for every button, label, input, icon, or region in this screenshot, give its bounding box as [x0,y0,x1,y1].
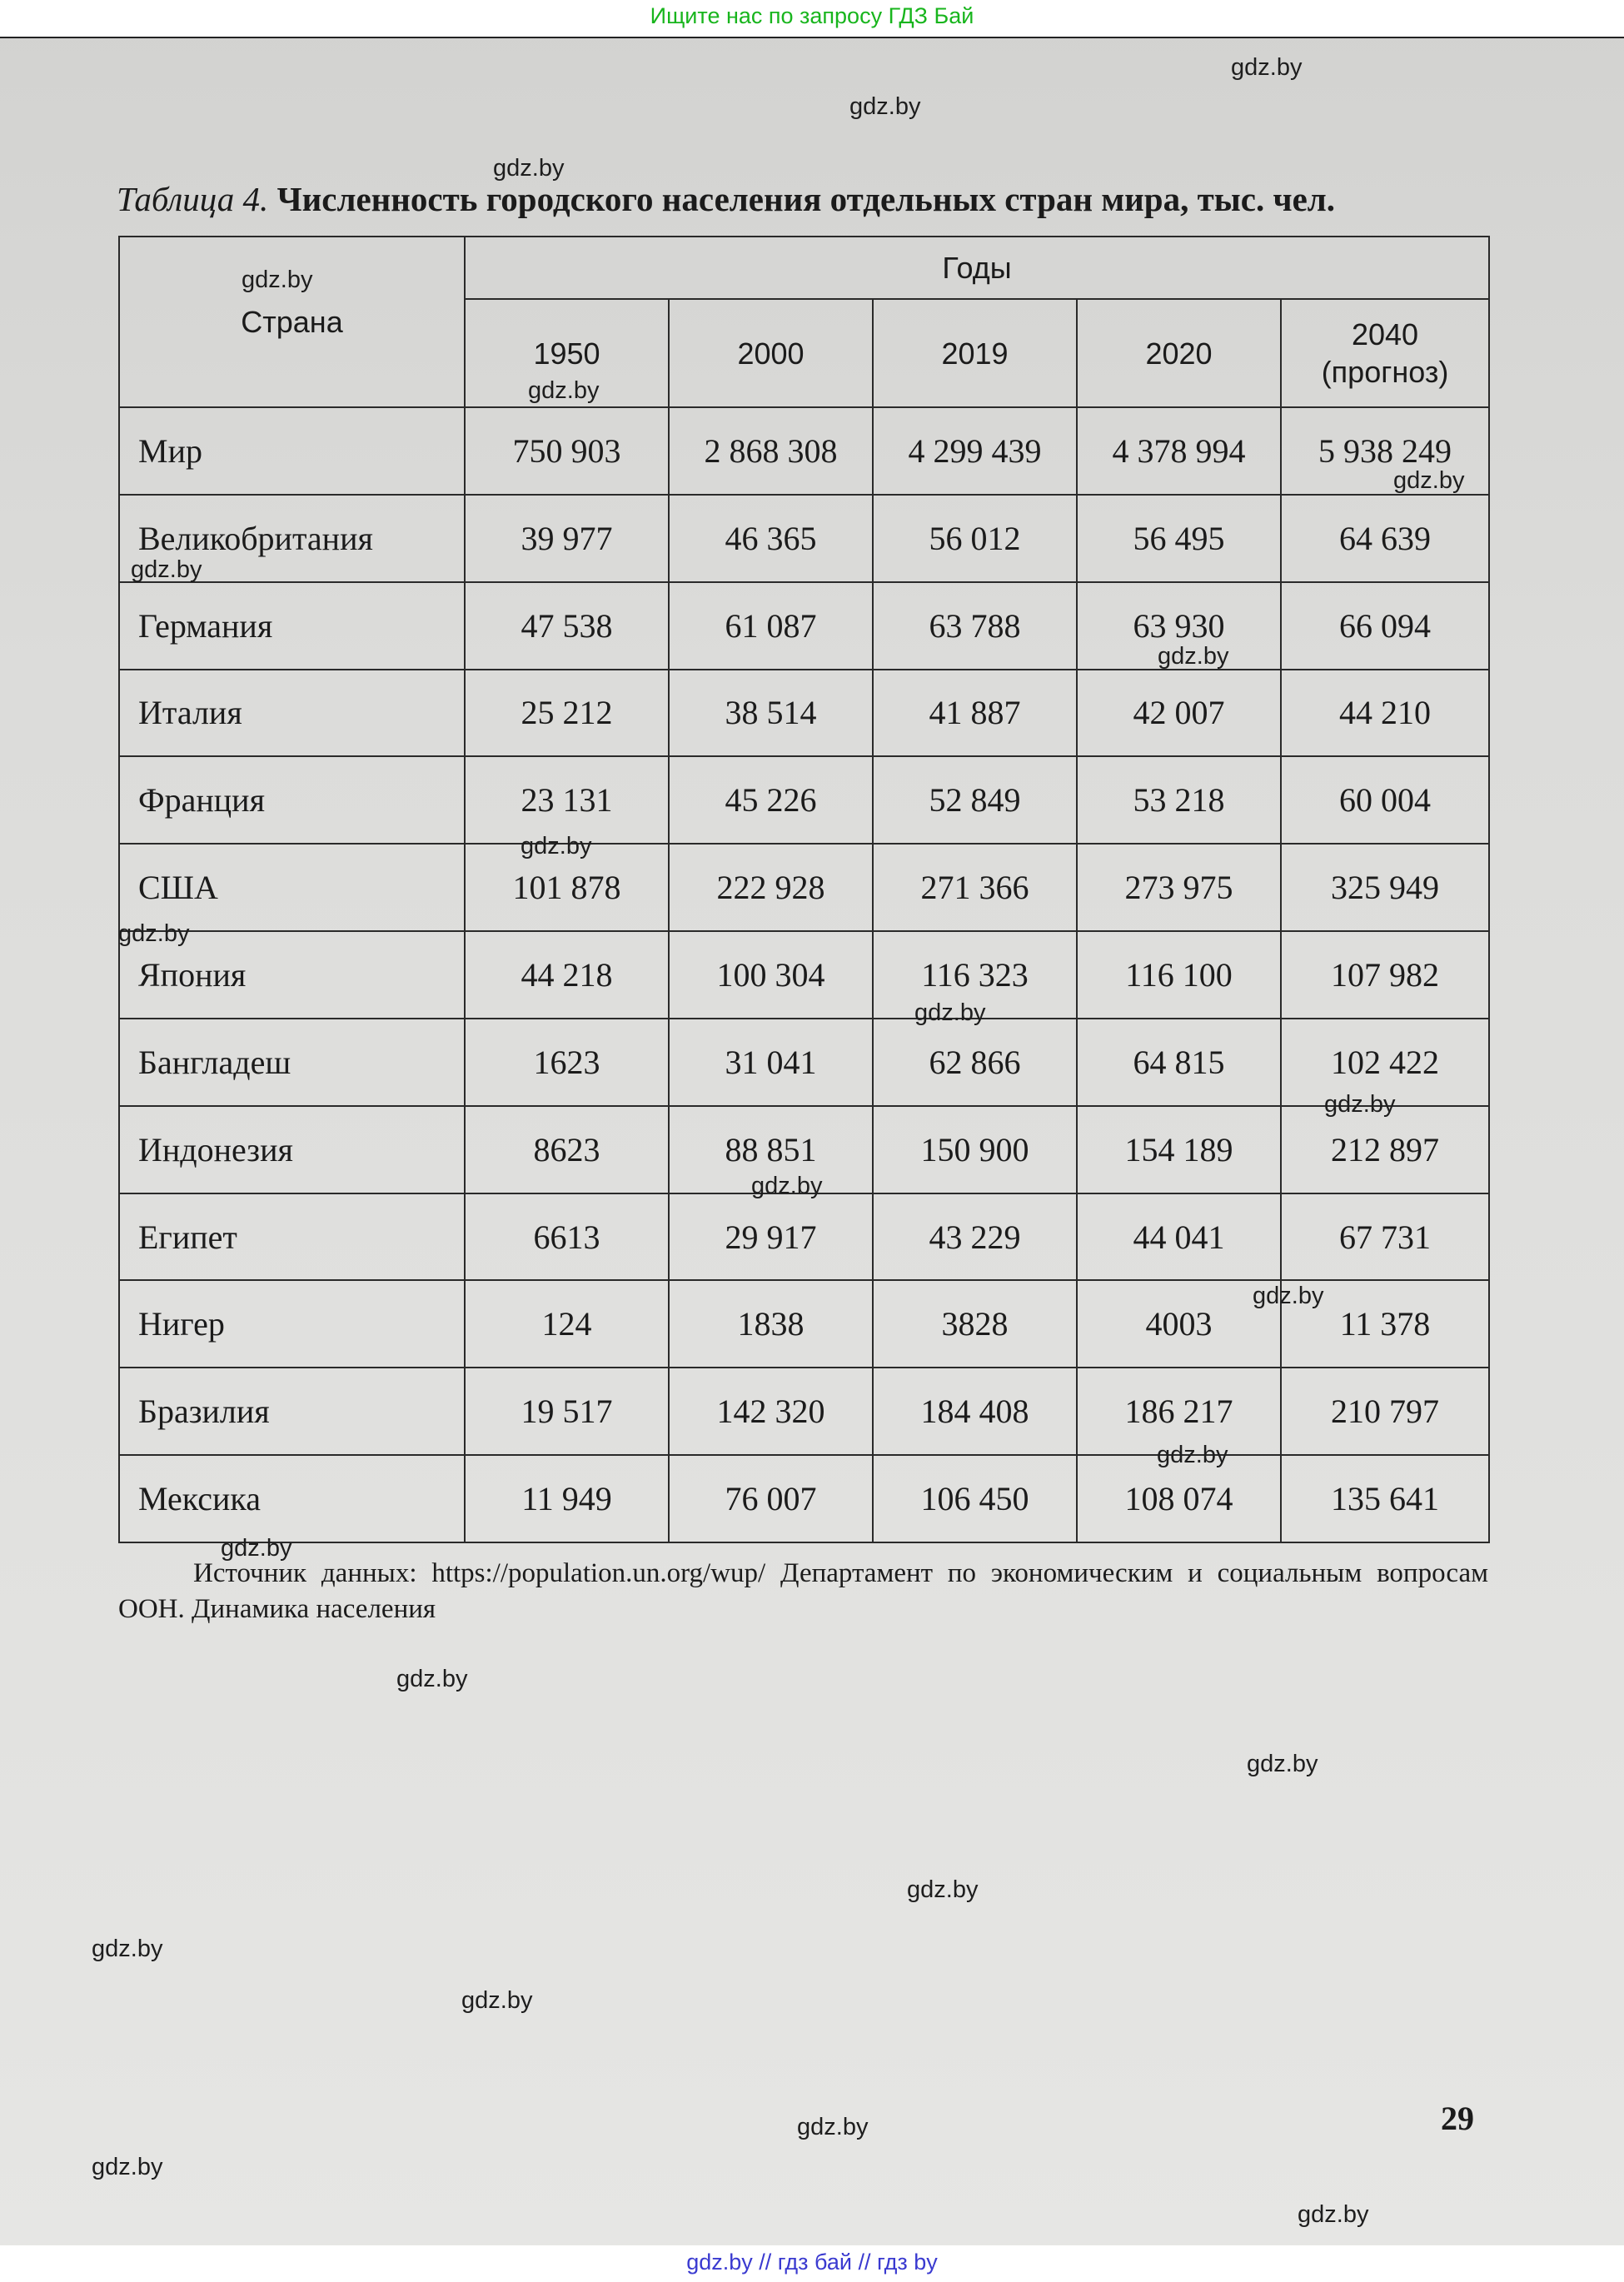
data-source-note: Источник данных: https://population.un.org/wup/ Департамент по экономическим и социальным вопросам ООН. Динамика населения [118,1558,1488,1624]
value-cell: 142 320 [669,1368,873,1455]
urban-population-table [118,236,1490,1543]
value-cell: 53 218 [1077,756,1281,844]
value-cell: 184 408 [873,1368,1077,1455]
value-cell: 31 041 [669,1019,873,1106]
value-cell: 4 299 439 [873,407,1077,495]
watermark: gdz.by [396,1666,468,1692]
value-cell: 150 900 [873,1106,1077,1193]
value-cell: 116 100 [1077,931,1281,1019]
value-cell: 124 [465,1280,669,1368]
value-cell: 25 212 [465,670,669,757]
watermark: gdz.by [751,1173,823,1199]
country-cell: Бангладеш [119,1019,465,1106]
country-cell: Италия [119,670,465,757]
value-cell: 62 866 [873,1019,1077,1106]
value-cell: 154 189 [1077,1106,1281,1193]
table-row [119,407,1489,495]
watermark: gdz.by [1247,1751,1318,1777]
watermark: gdz.by [907,1876,979,1903]
value-cell: 42 007 [1077,670,1281,757]
watermark: gdz.by [1298,2201,1369,2228]
value-cell: 66 094 [1281,582,1489,670]
value-cell: 101 878 [465,844,669,931]
table-row [119,1368,1489,1455]
table-row [119,756,1489,844]
year-header: 2000 [669,299,873,407]
watermark: gdz.by [849,93,921,120]
watermark: gdz.by [1158,643,1229,670]
value-cell: 116 323 [873,931,1077,1019]
table-row [119,495,1489,582]
value-cell: 106 450 [873,1455,1077,1542]
value-cell: 271 366 [873,844,1077,931]
country-cell: Великобритания [119,495,465,582]
country-cell: Франция [119,756,465,844]
watermark: gdz.by [521,833,592,859]
watermark: gdz.by [92,1936,163,1962]
watermark: gdz.by [118,920,190,947]
value-cell: 186 217 [1077,1368,1281,1455]
value-cell: 222 928 [669,844,873,931]
country-cell: Индонезия [119,1106,465,1193]
value-cell: 56 495 [1077,495,1281,582]
watermark: gdz.by [493,155,565,182]
table-row [119,1455,1489,1542]
table-row [119,1193,1489,1281]
country-cell: Германия [119,582,465,670]
value-cell: 44 218 [465,931,669,1019]
table-row [119,670,1489,757]
value-cell: 39 977 [465,495,669,582]
value-cell: 63 930 [1077,582,1281,670]
value-cell: 61 087 [669,582,873,670]
value-cell: 5 938 249 [1281,407,1489,495]
watermark: gdz.by [221,1535,292,1562]
value-cell: 4 378 994 [1077,407,1281,495]
watermark: gdz.by [1157,1442,1228,1468]
table-header-row [119,237,1489,299]
value-cell: 8623 [465,1106,669,1193]
value-cell: 23 131 [465,756,669,844]
value-cell: 3828 [873,1280,1077,1368]
watermark: gdz.by [92,2154,163,2180]
value-cell: 212 897 [1281,1106,1489,1193]
year-header: 1950 [465,299,669,407]
value-cell: 750 903 [465,407,669,495]
watermark: gdz.by [1231,54,1303,81]
watermark: gdz.by [242,267,313,293]
value-cell: 43 229 [873,1193,1077,1281]
value-cell: 135 641 [1281,1455,1489,1542]
value-cell: 4003 [1077,1280,1281,1368]
value-cell: 64 639 [1281,495,1489,582]
value-cell: 46 365 [669,495,873,582]
value-cell: 107 982 [1281,931,1489,1019]
value-cell: 11 378 [1281,1280,1489,1368]
value-cell: 1623 [465,1019,669,1106]
country-cell: США [119,844,465,931]
value-cell: 41 887 [873,670,1077,757]
value-cell: 11 949 [465,1455,669,1542]
country-cell: Мир [119,407,465,495]
years-group-header: Годы [465,237,1489,299]
table-row [119,582,1489,670]
table-row [119,931,1489,1019]
country-cell: Нигер [119,1280,465,1368]
value-cell: 6613 [465,1193,669,1281]
table-caption-label: Таблица 4. [117,180,269,218]
page-number: 29 [1441,2100,1474,2137]
year-header: 2020 [1077,299,1281,407]
watermark: gdz.by [1253,1283,1324,1309]
watermark: gdz.by [914,999,986,1026]
value-cell: 56 012 [873,495,1077,582]
value-cell: 88 851 [669,1106,873,1193]
table-caption-title: Численность городского населения отдельных стран мира, тыс. чел. [276,180,1336,218]
country-cell: Бразилия [119,1368,465,1455]
country-column-header: Страна [119,237,465,407]
value-cell: 100 304 [669,931,873,1019]
value-cell: 52 849 [873,756,1077,844]
value-cell: 273 975 [1077,844,1281,931]
value-cell: 38 514 [669,670,873,757]
value-cell: 47 538 [465,582,669,670]
country-cell: Мексика [119,1455,465,1542]
value-cell: 29 917 [669,1193,873,1281]
value-cell: 1838 [669,1280,873,1368]
value-cell: 2 868 308 [669,407,873,495]
country-cell: Япония [119,931,465,1019]
value-cell: 210 797 [1281,1368,1489,1455]
bottom-links[interactable]: gdz.by // гдз бай // гдз by [686,2250,938,2275]
year-header: 2040 (прогноз) [1281,299,1489,407]
table-row [119,844,1489,931]
watermark: gdz.by [131,556,202,583]
watermark: gdz.by [528,377,600,404]
value-cell: 19 517 [465,1368,669,1455]
value-cell: 60 004 [1281,756,1489,844]
value-cell: 102 422 [1281,1019,1489,1106]
value-cell: 325 949 [1281,844,1489,931]
watermark: gdz.by [1393,467,1465,494]
value-cell: 44 210 [1281,670,1489,757]
value-cell: 45 226 [669,756,873,844]
watermark: gdz.by [461,1987,533,2014]
year-header: 2019 [873,299,1077,407]
value-cell: 67 731 [1281,1193,1489,1281]
top-search-link[interactable]: Ищите нас по запросу ГДЗ Бай [650,3,974,28]
value-cell: 64 815 [1077,1019,1281,1106]
value-cell: 108 074 [1077,1455,1281,1542]
table-caption [117,179,1491,219]
value-cell: 76 007 [669,1455,873,1542]
watermark: gdz.by [797,2114,869,2140]
value-cell: 63 788 [873,582,1077,670]
watermark: gdz.by [1324,1091,1396,1118]
value-cell: 44 041 [1077,1193,1281,1281]
country-cell: Египет [119,1193,465,1281]
table-row [119,1019,1489,1106]
